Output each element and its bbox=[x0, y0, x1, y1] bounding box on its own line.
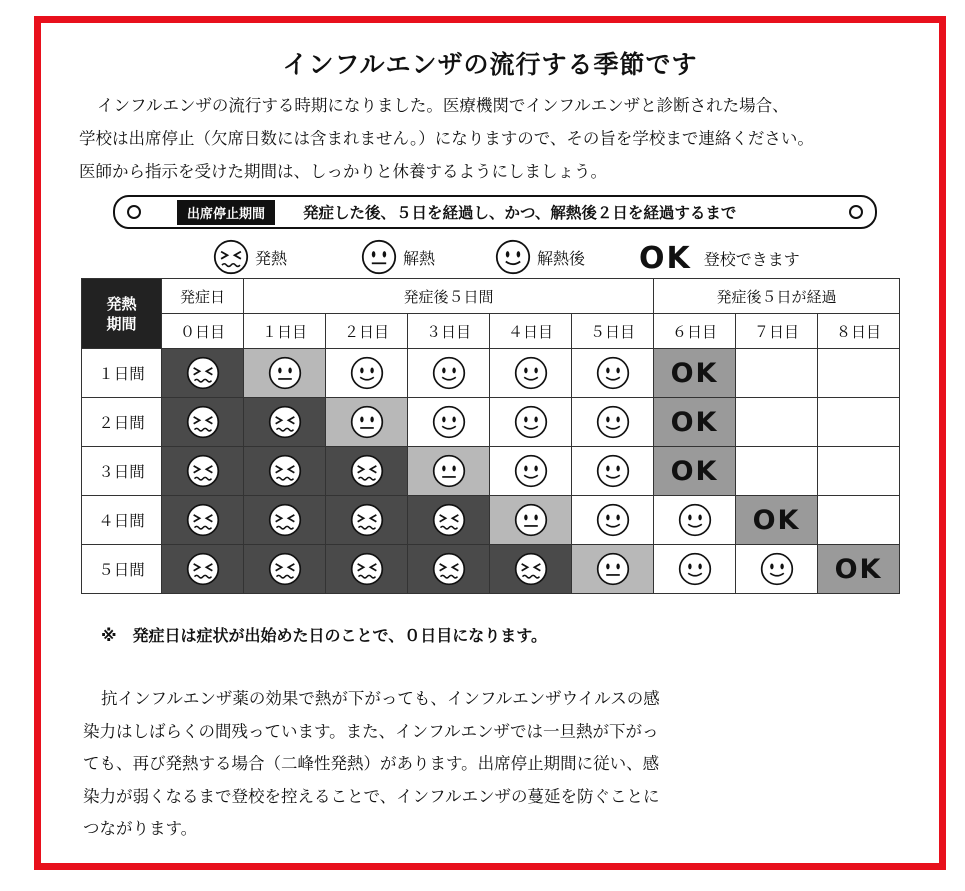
cell-fever bbox=[490, 545, 572, 594]
ok-mark: OK bbox=[670, 357, 719, 389]
cell-after bbox=[572, 398, 654, 447]
cell-after bbox=[736, 545, 818, 594]
poster-frame bbox=[34, 16, 946, 870]
fever-face-icon bbox=[350, 552, 384, 586]
legend-recovered bbox=[361, 239, 435, 275]
fever-face-icon bbox=[268, 503, 302, 537]
fever-face-icon bbox=[186, 503, 220, 537]
fever-face-icon bbox=[432, 503, 466, 537]
cell-fever bbox=[408, 496, 490, 545]
fever-face-icon bbox=[268, 454, 302, 488]
cell-empty bbox=[736, 349, 818, 398]
after-face-icon bbox=[350, 356, 384, 390]
closing-line: つながります。 bbox=[83, 819, 198, 838]
group-onset: 発症日 bbox=[162, 279, 244, 314]
table-row bbox=[82, 545, 900, 594]
cell-recovered bbox=[572, 545, 654, 594]
day-header: ６日目 bbox=[654, 314, 736, 349]
attendance-rule-box bbox=[113, 195, 877, 229]
row-duration-label: １日間 bbox=[82, 349, 162, 398]
cell-after bbox=[654, 496, 736, 545]
recovered-face-icon bbox=[514, 503, 548, 537]
legend-ok-label: 登校できます bbox=[703, 250, 800, 269]
table-body bbox=[82, 349, 900, 594]
after-face-icon bbox=[596, 356, 630, 390]
after-face-icon bbox=[514, 356, 548, 390]
day-header: ７日目 bbox=[736, 314, 818, 349]
cell-ok bbox=[818, 545, 900, 594]
after-face-icon bbox=[678, 552, 712, 586]
closing-line: 染力はしばらくの間残っています。また、インフルエンザでは一旦熱が下がっ bbox=[83, 721, 659, 741]
legend-recovered-label: 解熱 bbox=[403, 248, 436, 268]
legend-fever-label: 発熱 bbox=[255, 248, 288, 268]
after-face-icon bbox=[514, 454, 548, 488]
after-face-icon bbox=[432, 405, 466, 439]
recovered-face-icon bbox=[268, 356, 302, 390]
fever-face-icon bbox=[514, 552, 548, 586]
after-face-icon bbox=[596, 503, 630, 537]
cell-empty bbox=[818, 496, 900, 545]
day-header: ８日目 bbox=[818, 314, 900, 349]
cell-fever bbox=[244, 496, 326, 545]
cell-after bbox=[572, 447, 654, 496]
legend-ok bbox=[639, 241, 800, 276]
page-title: インフルエンザの流行する季節です bbox=[282, 50, 698, 79]
after-face-icon bbox=[495, 239, 531, 275]
intro-paragraph bbox=[79, 89, 909, 188]
fever-face-icon bbox=[186, 405, 220, 439]
onset-note: ※ 発症日は症状が出始めた日のことで、０日目になります。 bbox=[101, 626, 547, 645]
cell-recovered bbox=[244, 349, 326, 398]
corner-period: 期間 bbox=[106, 314, 137, 333]
row-duration-label: ２日間 bbox=[82, 398, 162, 447]
recovered-face-icon bbox=[361, 239, 397, 275]
recovered-face-icon bbox=[350, 405, 384, 439]
cell-empty bbox=[736, 447, 818, 496]
cell-recovered bbox=[326, 398, 408, 447]
row-duration-label: ４日間 bbox=[82, 496, 162, 545]
after-face-icon bbox=[760, 552, 794, 586]
legend bbox=[213, 235, 853, 279]
cell-ok bbox=[736, 496, 818, 545]
cell-after bbox=[572, 496, 654, 545]
cell-fever bbox=[326, 447, 408, 496]
after-face-icon bbox=[596, 405, 630, 439]
cell-after bbox=[490, 349, 572, 398]
fever-face-icon bbox=[268, 405, 302, 439]
closing-line: 染力が弱くなるまで登校を控えることで、インフルエンザの蔓延を防ぐことに bbox=[83, 786, 660, 806]
fever-face-icon bbox=[186, 552, 220, 586]
legend-after-label: 解熱後 bbox=[537, 248, 586, 268]
day-header: ５日目 bbox=[572, 314, 654, 349]
cell-fever bbox=[162, 398, 244, 447]
cell-fever bbox=[326, 545, 408, 594]
ok-mark: OK bbox=[752, 504, 801, 536]
table-row bbox=[82, 398, 900, 447]
legend-after bbox=[495, 239, 585, 275]
ok-mark: OK bbox=[834, 553, 883, 585]
fever-face-icon bbox=[350, 503, 384, 537]
cell-fever bbox=[162, 545, 244, 594]
cell-after bbox=[408, 398, 490, 447]
intro-line: インフルエンザの流行する時期になりました。医療機関でインフルエンザと診断された場合、 bbox=[97, 96, 789, 115]
closing-line: ても、再び発熱する場合（二峰性発熱）があります。出席停止期間に従い、感 bbox=[83, 754, 660, 773]
legend-ok-mark: OK bbox=[639, 241, 692, 276]
cell-ok bbox=[654, 447, 736, 496]
day-header-row bbox=[82, 314, 900, 349]
cell-fever bbox=[408, 545, 490, 594]
fever-face-icon bbox=[213, 239, 249, 275]
cell-fever bbox=[244, 545, 326, 594]
ok-mark: OK bbox=[670, 406, 719, 438]
table-row bbox=[82, 496, 900, 545]
fever-face-icon bbox=[186, 454, 220, 488]
cell-recovered bbox=[408, 447, 490, 496]
legend-fever bbox=[213, 239, 287, 275]
ok-mark: OK bbox=[670, 455, 719, 487]
day-header: １日目 bbox=[244, 314, 326, 349]
cell-empty bbox=[818, 349, 900, 398]
rule-label: 出席停止期間 bbox=[177, 200, 275, 225]
fever-face-icon bbox=[432, 552, 466, 586]
table-corner bbox=[82, 279, 162, 349]
cell-fever bbox=[162, 447, 244, 496]
row-duration-label: ３日間 bbox=[82, 447, 162, 496]
fever-face-icon bbox=[186, 356, 220, 390]
table-row bbox=[82, 447, 900, 496]
cell-fever bbox=[162, 496, 244, 545]
day-header: ３日目 bbox=[408, 314, 490, 349]
fever-face-icon bbox=[268, 552, 302, 586]
intro-line: 医師から指示を受けた期間は、しっかりと休養するようにしましょう。 bbox=[79, 162, 607, 181]
cell-empty bbox=[818, 398, 900, 447]
day-header: ４日目 bbox=[490, 314, 572, 349]
cell-recovered bbox=[490, 496, 572, 545]
rule-dot-left bbox=[127, 205, 141, 219]
corner-fever: 発熱 bbox=[106, 294, 137, 313]
day-header: ０日目 bbox=[162, 314, 244, 349]
rule-dot-right bbox=[849, 205, 863, 219]
cell-ok bbox=[654, 349, 736, 398]
table-row bbox=[82, 349, 900, 398]
after-face-icon bbox=[678, 503, 712, 537]
rule-text: 発症した後、５日を経過し、かつ、解熱後２日を経過するまで bbox=[303, 204, 737, 222]
intro-line: 学校は出席停止（欠席日数には含まれません。）になりますので、その旨を学校まで連絡ください。 bbox=[79, 129, 814, 148]
cell-after bbox=[654, 545, 736, 594]
cell-after bbox=[408, 349, 490, 398]
fever-face-icon bbox=[350, 454, 384, 488]
cell-fever bbox=[244, 398, 326, 447]
day-header: ２日目 bbox=[326, 314, 408, 349]
cell-fever bbox=[244, 447, 326, 496]
cell-after bbox=[572, 349, 654, 398]
row-duration-label: ５日間 bbox=[82, 545, 162, 594]
cell-after bbox=[326, 349, 408, 398]
closing-paragraph bbox=[83, 683, 783, 846]
attendance-table bbox=[81, 278, 900, 594]
group-passed: 発症後５日が経過 bbox=[654, 279, 900, 314]
cell-fever bbox=[162, 349, 244, 398]
recovered-face-icon bbox=[432, 454, 466, 488]
after-face-icon bbox=[514, 405, 548, 439]
after-face-icon bbox=[596, 454, 630, 488]
closing-line: 抗インフルエンザ薬の効果で熱が下がっても、インフルエンザウイルスの感 bbox=[101, 689, 660, 708]
cell-empty bbox=[736, 398, 818, 447]
cell-after bbox=[490, 398, 572, 447]
cell-empty bbox=[818, 447, 900, 496]
cell-after bbox=[490, 447, 572, 496]
cell-fever bbox=[326, 496, 408, 545]
group-after5: 発症後５日間 bbox=[244, 279, 654, 314]
after-face-icon bbox=[432, 356, 466, 390]
recovered-face-icon bbox=[596, 552, 630, 586]
cell-ok bbox=[654, 398, 736, 447]
